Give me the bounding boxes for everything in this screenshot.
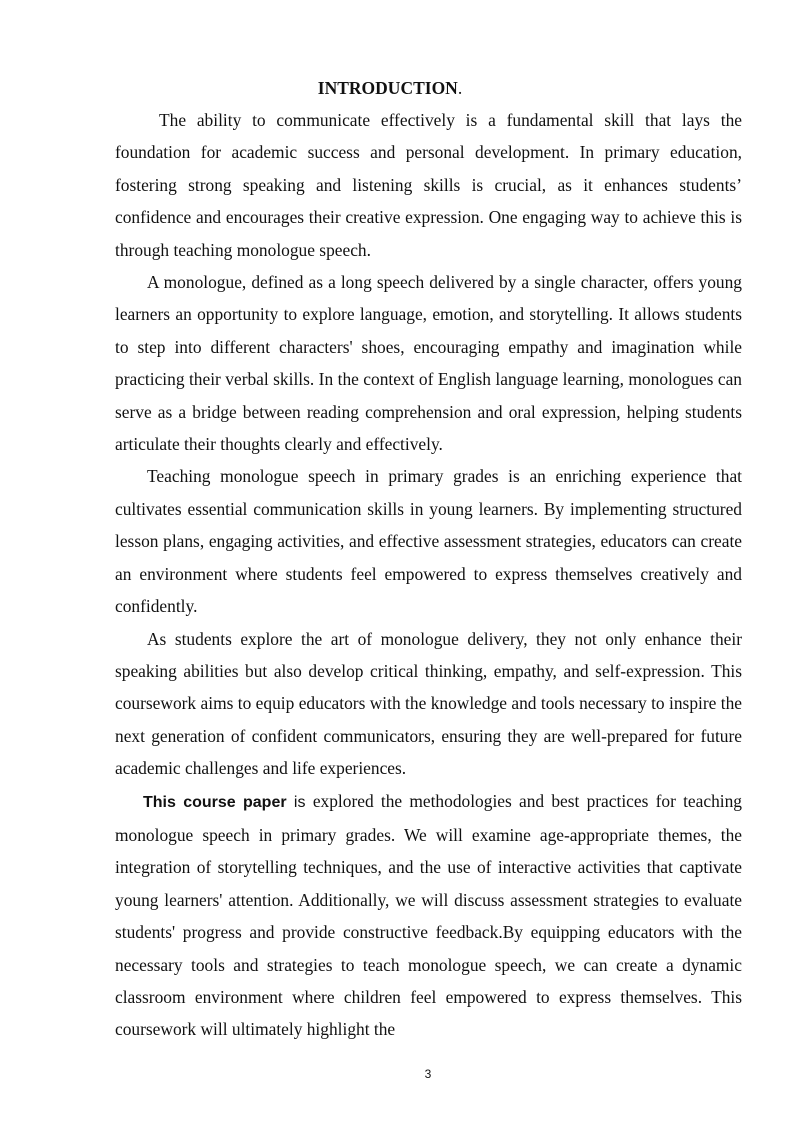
- paragraph-5-text: explored the methodologies and best practices for teaching monologue speech in primary grades. We will examine age-appropriate themes, the integration of storytelling techniques, and the use of interactive activities that captivate young learners' attention. Additionally, we will discuss assessment strategies to evaluate students' progress and provide constructive feedback.By equipping educators with the necessary tools and strategies to teach monologue speech, we can create a dynamic classroom environment where children feel empowered to express themselves. This coursework will ultimately highlight the: [115, 790, 742, 1040]
- paragraph-5-lead-bold: This course paper: [143, 793, 287, 811]
- section-heading-text: INTRODUCTION: [317, 78, 458, 98]
- paragraph-5-lead-rest: is: [286, 793, 313, 811]
- paragraph-1: The ability to communicate effectively is a fundamental skill that lays the foundation for academic success and personal development. In primary education, fostering strong speaking and listening skills is crucial, as it enhances students’ confidence and encourages their creative expression. One engaging way to achieve this is through teaching monologue speech.: [115, 110, 742, 260]
- paragraph-5: [115, 785, 742, 1046]
- section-heading: [0, 76, 780, 100]
- section-heading-period: .: [457, 78, 463, 98]
- document-body: [115, 104, 742, 1046]
- paragraph-3: Teaching monologue speech in primary grades is an enriching experience that cultivates essential communication skills in young learners. By implementing structured lesson plans, engaging activities, and effective assessment strategies, educators can create an environment where students feel empowered to express themselves creatively and confidently.: [115, 466, 742, 617]
- paragraph-4: As students explore the art of monologue delivery, they not only enhance their speaking abilities but also develop critical thinking, empathy, and self-expression. This coursework aims to equip educators with the knowledge and tools necessary to inspire the next generation of confident communicators, ensuring they are well-prepared for future academic challenges and life experiences.: [115, 628, 742, 779]
- page-number: 3: [424, 1067, 432, 1081]
- paragraph-2: A monologue, defined as a long speech delivered by a single character, offers young learners an opportunity to explore language, emotion, and storytelling. It allows students to step into different characters' shoes, encouraging empathy and imagination while practicing their verbal skills. In the context of English language learning, monologues can serve as a bridge between reading comprehension and oral expression, helping students articulate their thoughts clearly and effectively.: [115, 272, 742, 455]
